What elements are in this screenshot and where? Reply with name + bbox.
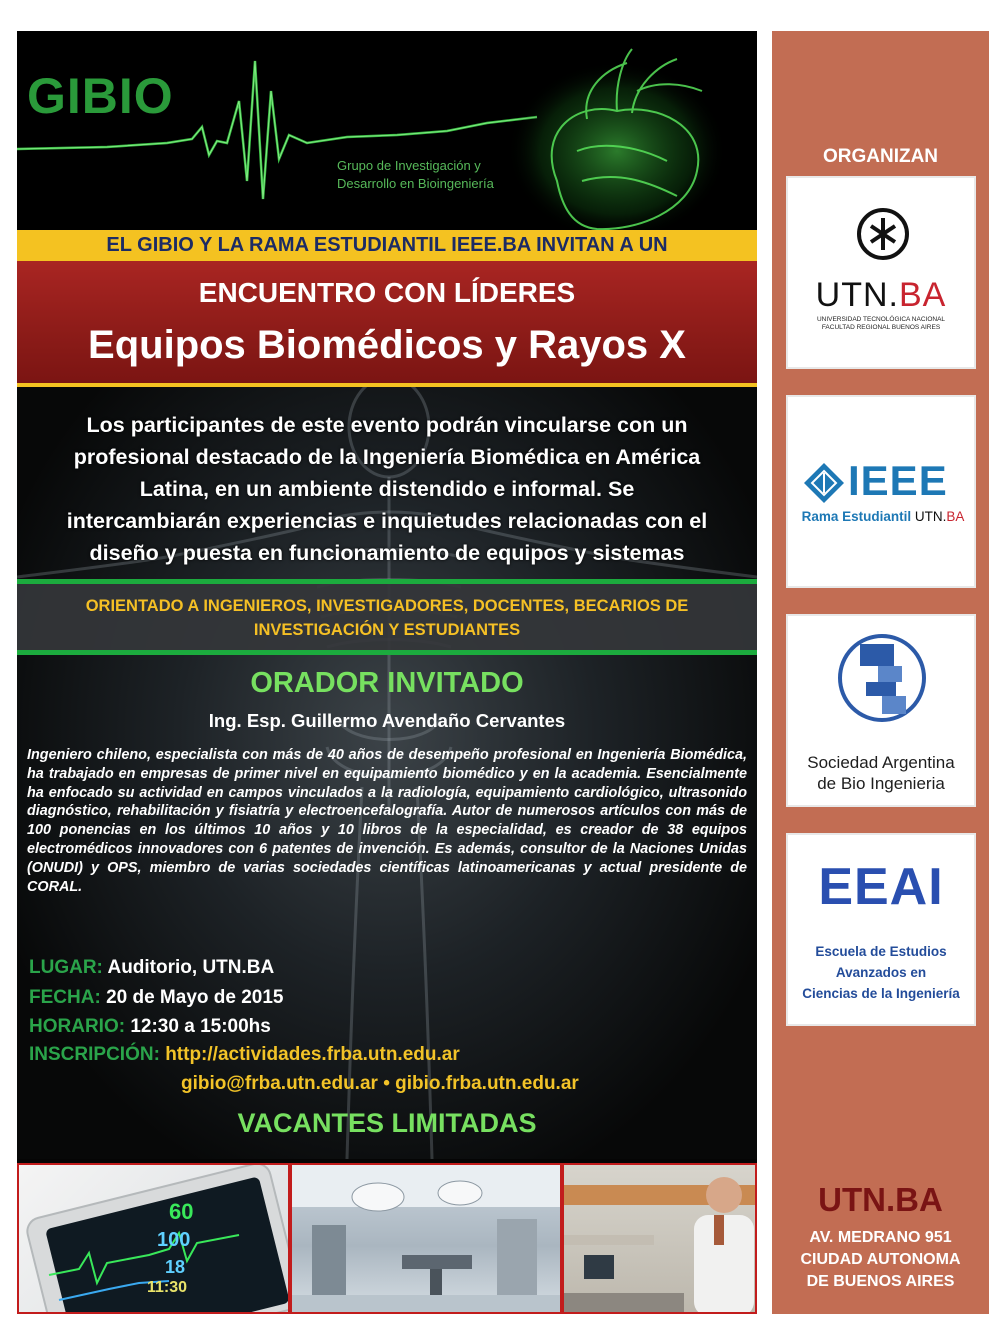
utn-subtitle-line: UNIVERSIDAD TECNOLÓGICA NACIONAL bbox=[816, 316, 946, 323]
invite-banner: EL GIBIO Y LA RAMA ESTUDIANTIL IEEE.BA INVITAN A UN bbox=[17, 230, 757, 261]
audience-band bbox=[17, 579, 757, 655]
sabi-name-line: de Bio Ingenieria bbox=[817, 774, 945, 793]
utn-subtitle bbox=[788, 316, 974, 332]
place-row bbox=[29, 957, 274, 979]
utn-emblem-icon bbox=[857, 208, 909, 260]
intro-line: intercambiarán experiencias e inquietudes relacionadas con el bbox=[66, 509, 708, 533]
limited-seats-notice: VACANTES LIMITADAS bbox=[237, 1108, 537, 1138]
event-main-title: Equipos Biomédicos y Rayos X bbox=[88, 323, 686, 367]
gibio-subtitle-line: Desarrollo en Bioingeniería bbox=[337, 176, 494, 191]
utn-wordmark bbox=[788, 276, 974, 315]
audience-text bbox=[37, 594, 737, 642]
signup-label: INSCRIPCIÓN: bbox=[29, 1044, 160, 1065]
heart-rate-value: 60 bbox=[169, 1199, 194, 1224]
ieee-utn-b: BA bbox=[946, 509, 965, 524]
clock-value: 11:30 bbox=[147, 1279, 188, 1296]
header bbox=[17, 31, 757, 230]
date-row bbox=[29, 987, 284, 1009]
address-line: AV. MEDRANO 951 bbox=[809, 1229, 952, 1246]
intro-paragraph bbox=[27, 409, 747, 569]
sabi-emblem-icon bbox=[836, 632, 928, 724]
contact-links[interactable]: gibio@frba.utn.edu.ar • gibio.frba.utn.edu.ar bbox=[181, 1073, 579, 1094]
time-row bbox=[29, 1016, 271, 1038]
speaker-portrait-graphic bbox=[564, 1165, 757, 1314]
utn-subtitle-line: FACULTAD REGIONAL BUENOS AIRES bbox=[821, 324, 941, 331]
eeai-subtitle-line: Ciencias de la Ingeniería bbox=[802, 986, 960, 1001]
gibio-subtitle bbox=[337, 157, 557, 193]
time-value: 12:30 a 15:00hs bbox=[130, 1016, 271, 1037]
event-title-band bbox=[17, 261, 757, 387]
sabi-name bbox=[788, 752, 974, 794]
address-line: CIUDAD AUTONOMA bbox=[800, 1251, 961, 1268]
ieee-branch-line bbox=[792, 509, 974, 524]
time-label: HORARIO: bbox=[29, 1016, 126, 1037]
ieee-logo-card bbox=[786, 395, 976, 588]
audience-line: ORIENTADO A INGENIEROS, INVESTIGADORES, DOCENTES, BECARIOS DE bbox=[85, 597, 689, 615]
speaker-name: Ing. Esp. Guillermo Avendaño Cervantes bbox=[208, 710, 566, 731]
photo-strip bbox=[17, 1163, 757, 1314]
eeai-subtitle-line: Avanzados en bbox=[835, 965, 927, 980]
speaker-heading: ORADOR INVITADO bbox=[250, 667, 524, 699]
intro-line: profesional destacado de la Ingeniería Biomédica en América bbox=[73, 445, 701, 469]
sabi-name-line: Sociedad Argentina bbox=[807, 753, 955, 772]
ieee-wordmark: IEEE bbox=[848, 457, 948, 504]
divider bbox=[17, 579, 757, 584]
ieee-diamond-icon bbox=[802, 461, 846, 505]
date-label: FECHA: bbox=[29, 987, 101, 1008]
divider bbox=[17, 650, 757, 655]
date-value: 20 de Mayo de 2015 bbox=[106, 987, 284, 1008]
audience-line: INVESTIGACIÓN Y ESTUDIANTES bbox=[253, 621, 521, 639]
footer-utn-title: UTN.BA bbox=[818, 1181, 943, 1218]
signup-row bbox=[29, 1044, 460, 1066]
ecg-heart-graphic bbox=[17, 31, 757, 230]
place-value: Auditorio, UTN.BA bbox=[107, 957, 275, 978]
organizers-sidebar bbox=[772, 31, 989, 1314]
operating-room-photo bbox=[290, 1163, 562, 1314]
monitor-photo bbox=[17, 1163, 290, 1314]
spo2-value: 100 bbox=[157, 1229, 191, 1251]
ieee-utn-a: UTN. bbox=[914, 509, 947, 524]
organizers-heading: ORGANIZAN bbox=[822, 146, 939, 167]
speaker-bio: Ingeniero chileno, especialista con más de 40 años de desempeño profesional en Ingeniería Biomédica, ha trabajado en empresas de primer nivel en equipamiento biomédico y en la academia. Esencialmente ha enfocado su actividad en campos vinculados a la radiología, equipamiento cardiológico, ultrasonido diagnóstico, rehabilitación y fisiatría y electroencefalografía. Autor de numerosos artículos con más de 100 ponencias en los últimos 10 años y 10 libros de la especialidad, es creador de 38 equipos electromédicos innovadores con 6 patentes de invención. Es además, consultor de la Naciones Unidas (ONUDI) y OPS, miembro de varias sociedades científicas latinoamericanas y actual presidente de CORAL. bbox=[27, 747, 747, 895]
speaker-photo bbox=[562, 1163, 757, 1314]
address-line: DE BUENOS AIRES bbox=[806, 1273, 955, 1290]
ieee-branch: Rama Estudiantil bbox=[801, 509, 912, 524]
intro-line: Los participantes de este evento podrán vincularse con un bbox=[86, 413, 688, 437]
event-kicker-title: ENCUENTRO CON LÍDERES bbox=[198, 277, 576, 308]
utn-wordmark-b: BA bbox=[898, 276, 947, 314]
gibio-brand-title: GIBIO bbox=[27, 68, 174, 124]
sabi-logo-card bbox=[786, 614, 976, 807]
utn-wordmark-a: UTN. bbox=[815, 276, 899, 314]
utn-logo-card bbox=[786, 176, 976, 369]
eeai-subtitle-line: Escuela de Estudios bbox=[815, 944, 947, 959]
intro-line: diseño y puesta en funcionamiento de equipos y sistemas bbox=[89, 541, 685, 565]
eeai-subtitle bbox=[788, 941, 974, 1004]
signup-link[interactable]: http://actividades.frba.utn.edu.ar bbox=[165, 1044, 460, 1065]
place-label: LUGAR: bbox=[29, 957, 103, 978]
resp-value: 18 bbox=[165, 1257, 186, 1277]
eeai-logo-card bbox=[786, 833, 976, 1026]
poster-main bbox=[17, 31, 757, 1314]
operating-room-graphic bbox=[292, 1165, 562, 1314]
intro-line: Latina, en un ambiente distendido e informal. Se bbox=[139, 477, 635, 501]
gibio-subtitle-line: Grupo de Investigación y bbox=[337, 158, 481, 173]
eeai-wordmark: EEAI bbox=[818, 858, 944, 916]
